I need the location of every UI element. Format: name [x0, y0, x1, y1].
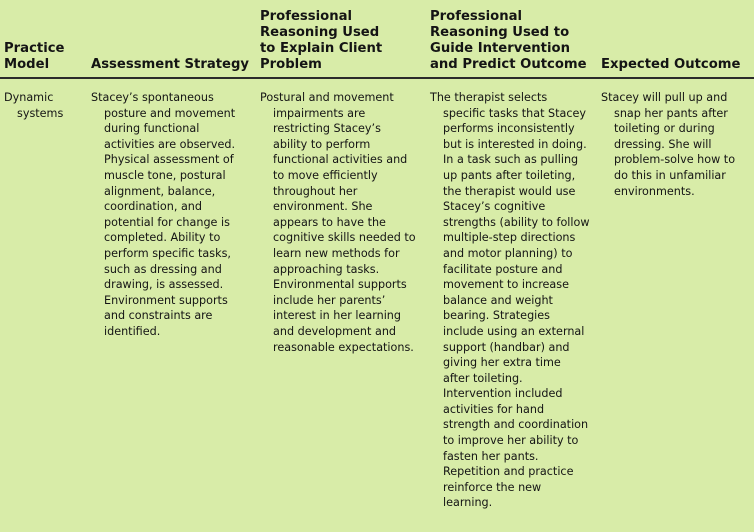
- cell-expected-outcome: [601, 90, 751, 199]
- header-practice-model: [4, 0, 84, 74]
- cell-expected-outcome-text: Stacey will pull up and snap her pants after toileting or during dressing. She will problem-solve how to do this in unfamiliar environments.: [601, 91, 736, 198]
- header-assessment-strategy-text: Assessment Strategy: [91, 57, 250, 72]
- header-assessment-strategy: [91, 0, 251, 74]
- cell-assessment-strategy: [91, 90, 249, 340]
- header-practice-model-text: Practice Model: [4, 41, 65, 72]
- cell-reasoning-client-problem: [260, 90, 418, 355]
- cell-reasoning-client-problem-text: Postural and movement impairments are restricting Stacey’s ability to perform functional activities and to move efficiently throughout her environment. She appears to have the cognitive skills needed to learn new methods for approaching tasks. Environmental supports include her parents’ interest in her learning and development and reasonable expectations.: [260, 91, 416, 354]
- cell-reasoning-intervention: [430, 90, 590, 511]
- cell-assessment-strategy-text: Stacey’s spontaneous posture and movement during functional activities are observed. Physical assessment of muscle tone, postural alignment, balance, coordination, and potential for change is completed. Ability to perform specific tasks, such as dressing and drawing, is assessed. Environment supports and constraints are identified.: [91, 91, 236, 338]
- cell-practice-model-text: Dynamic systems: [4, 91, 64, 120]
- header-divider: [0, 77, 754, 79]
- header-expected-outcome: [601, 0, 751, 74]
- header-reasoning-client-problem-text: Professional Reasoning Used to Explain Client Problem: [260, 9, 383, 72]
- header-reasoning-intervention-text: Professional Reasoning Used to Guide Intervention and Predict Outcome: [430, 9, 587, 72]
- header-reasoning-intervention: [430, 0, 595, 74]
- header-reasoning-client-problem: [260, 0, 420, 74]
- cell-practice-model: [4, 90, 84, 121]
- header-expected-outcome-text: Expected Outcome: [601, 57, 741, 72]
- cell-reasoning-intervention-text: The therapist selects specific tasks that Stacey performs inconsistently but is interested in doing. In a task such as pulling up pants after toileting, the therapist would use Stacey’s cognitive strengths (ability to follow multiple-step directions and motor planning) to facilitate posture and movement to increase balance and weight bearing. Strategies include using an external support (handbar) and giving her extra time after toileting. Intervention included activities for hand strength and coordination to improve her ability to fasten her pants. Repetition and practice reinforce the new learning.: [430, 91, 590, 510]
